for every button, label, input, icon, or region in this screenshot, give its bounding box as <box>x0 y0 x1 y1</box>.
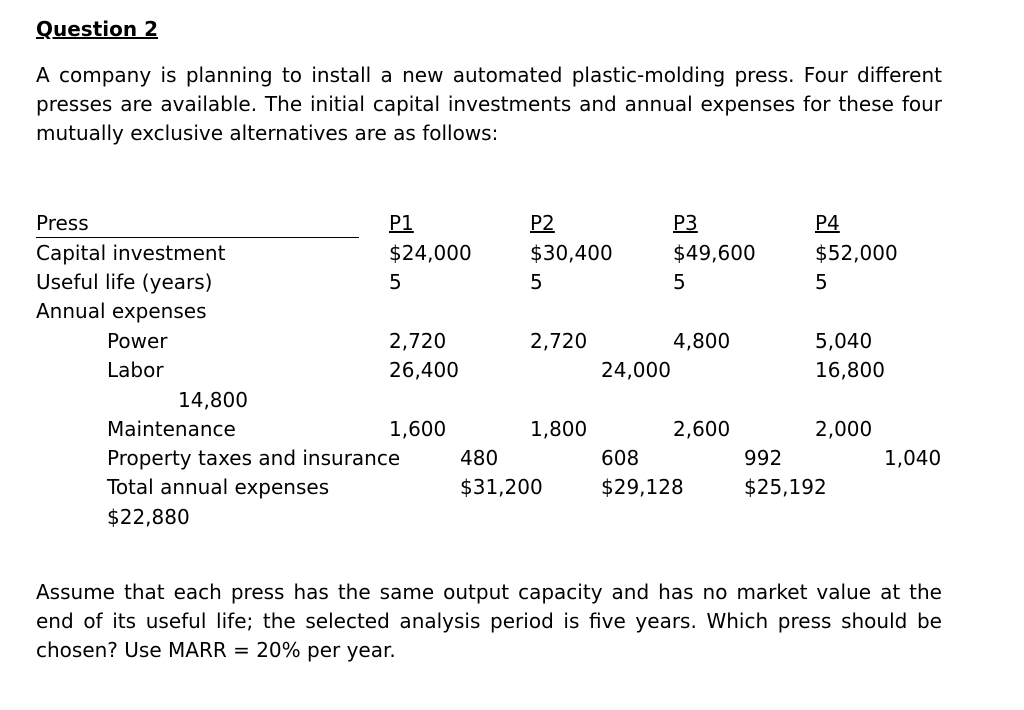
power-p2: 2,720 <box>530 329 588 353</box>
total-label: Total annual expenses <box>107 475 330 499</box>
life-p4: 5 <box>815 270 828 294</box>
press-header-rule <box>36 237 359 238</box>
life-p3: 5 <box>673 270 686 294</box>
property-label: Property taxes and insurance <box>107 446 401 470</box>
header-p4: P4 <box>815 211 840 235</box>
life-p1: 5 <box>389 270 402 294</box>
labor-label: Labor <box>107 358 164 382</box>
maintenance-p3: 2,600 <box>673 417 731 441</box>
total-p2: $29,128 <box>601 475 684 499</box>
intro-paragraph: A company is planning to install a new automated plastic-molding press. Four different presses are available. The initial capital investments and annual expenses for these four mutually exclusive alternatives are as follows: <box>36 63 942 145</box>
closing-paragraph: Assume that each press has the same output capacity and has no market value at the end of its useful life; the selected analysis period is five years. Which press should be chosen? Use MARR = 20% per year. <box>36 580 942 662</box>
maintenance-p1: 1,600 <box>389 417 447 441</box>
capital-p1: $24,000 <box>389 241 472 265</box>
capital-p2: $30,400 <box>530 241 613 265</box>
power-p1: 2,720 <box>389 329 447 353</box>
total-p1: $31,200 <box>460 475 543 499</box>
total-p4: $22,880 <box>107 505 190 529</box>
power-p3: 4,800 <box>673 329 731 353</box>
labor-p4: 14,800 <box>178 388 248 412</box>
question-title: Question 2 <box>36 17 158 41</box>
labor-p2: 24,000 <box>601 358 671 382</box>
annual-expenses-label: Annual expenses <box>36 299 207 323</box>
property-p2: 608 <box>601 446 640 470</box>
labor-p3: 16,800 <box>815 358 885 382</box>
capital-p4: $52,000 <box>815 241 898 265</box>
maintenance-label: Maintenance <box>107 417 236 441</box>
header-p1: P1 <box>389 211 414 235</box>
power-label: Power <box>107 329 168 353</box>
labor-p1: 26,400 <box>389 358 459 382</box>
life-p2: 5 <box>530 270 543 294</box>
header-p2: P2 <box>530 211 555 235</box>
power-p4: 5,040 <box>815 329 873 353</box>
press-label: Press <box>36 211 89 235</box>
capital-p3: $49,600 <box>673 241 756 265</box>
maintenance-p2: 1,800 <box>530 417 588 441</box>
property-p1: 480 <box>460 446 499 470</box>
header-p3: P3 <box>673 211 698 235</box>
life-label: Useful life (years) <box>36 270 213 294</box>
maintenance-p4: 2,000 <box>815 417 873 441</box>
property-p3: 992 <box>744 446 783 470</box>
total-p3: $25,192 <box>744 475 827 499</box>
capital-label: Capital investment <box>36 241 226 265</box>
property-p4: 1,040 <box>884 446 942 470</box>
